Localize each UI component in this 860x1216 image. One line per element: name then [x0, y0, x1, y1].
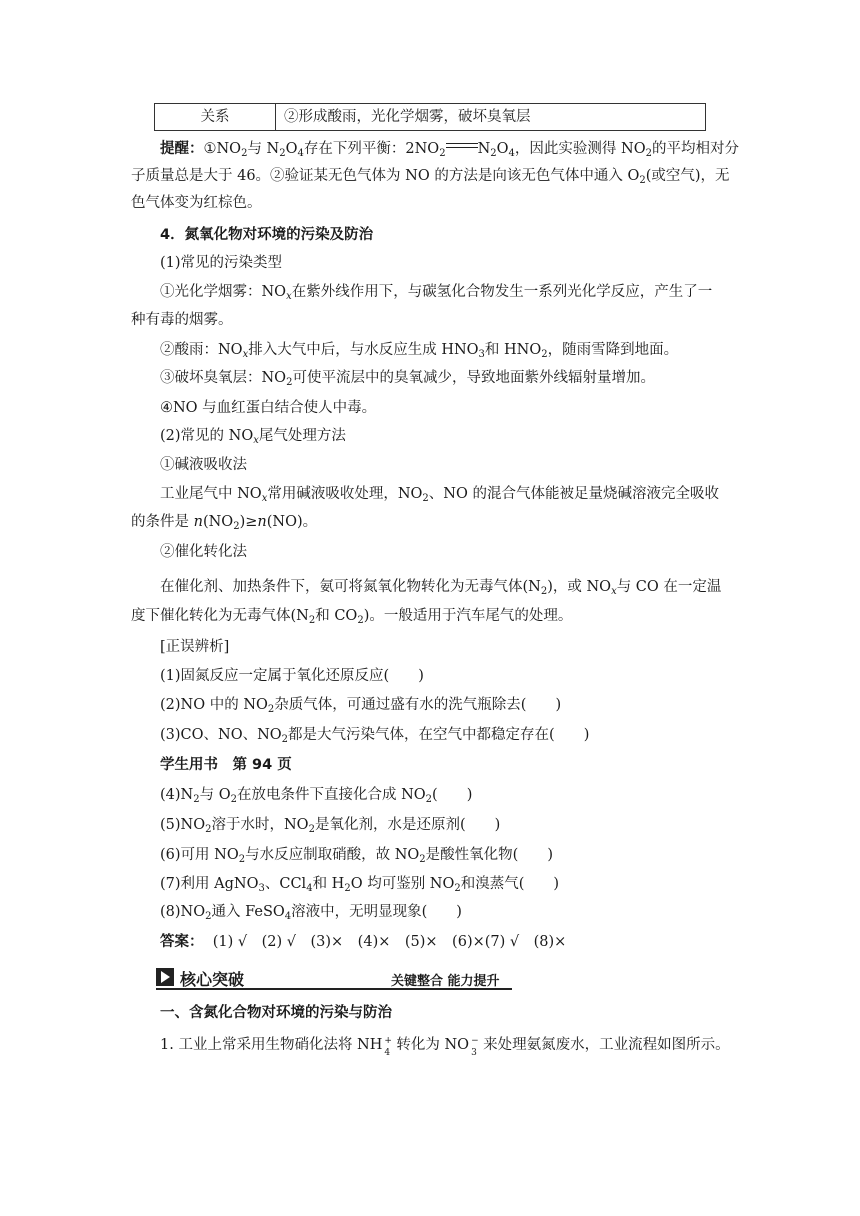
- judgment-item-4: $(4)N_2$与 $O_2$在放电条件下直接化合成 $NO_2$( ): [160, 787, 473, 805]
- method-1-heading: ①碱液吸收法: [160, 457, 247, 473]
- banner-subtitle: 关键整合 能力提升: [391, 974, 500, 989]
- judgment-item-7: (7)利用 AgNO$_3$、CCl$_4$和 $H_2O$ 均可鉴别 $NO_2$和溴蒸气( ): [160, 876, 560, 894]
- tip-line-1: 提醒：$①NO_2$与 $N_2O_4$存在下列平衡：$2NO_2$ $N_2O_4$，因此实验测得 $NO_2$的平均相对分: [160, 141, 739, 159]
- method-2-line-2: 度下催化转化为无毒气体($N_2$和 $CO_2$)。一般适用于汽车尾气的处理。: [131, 608, 573, 626]
- hemoglobin-line: ④NO 与血红蛋白结合使人中毒。: [160, 400, 377, 416]
- nitrate-charge: − 3: [471, 1036, 479, 1058]
- judgment-item-5: $(5)NO_2$溶于水时，$NO_2$是氧化剂，水是还原剂( ): [160, 817, 501, 835]
- judgment-item-1: (1)固氮反应一定属于氧化还原反应( ): [160, 668, 424, 684]
- ammonium-charge: + 4: [384, 1036, 392, 1058]
- tip-line-2: 子质量总是大于 46。②验证某无色气体为 NO 的方法是向该无色气体中通入 $O_2$(或空气)，无: [131, 168, 730, 186]
- judgment-item-2: (2)NO 中的 $NO_2$杂质气体，可通过盛有水的洗气瓶除去( ): [160, 697, 562, 715]
- answer-label: 答案：: [160, 934, 204, 950]
- core-breakthrough-banner: [156, 966, 512, 990]
- answer-line: [160, 932, 566, 952]
- section-4-subheading-1: (1)常见的污染类型: [160, 255, 283, 271]
- section-4-heading: 4．氮氧化物对环境的污染及防治: [160, 227, 374, 243]
- judgment-item-3: (3)CO、NO、$NO_2$都是大气污染气体，在空气中都稳定存在( ): [160, 727, 590, 745]
- table-label-cell: 关系: [155, 104, 276, 130]
- tip-label: 提醒：: [160, 141, 204, 157]
- equilibrium-arrow-icon: [446, 140, 478, 152]
- photochemical-smog-line-2: 种有毒的烟雾。: [131, 312, 233, 328]
- question-1-line: 1. 工业上常采用生物硝化法将 NH + 4 转化为 NO − 3 来处理氨氮废水，工业流程如图所示。: [160, 1036, 730, 1058]
- method-1-line-2: 的条件是 $n(NO_2)\ge n(NO)$。: [131, 514, 318, 532]
- banner-rule: [156, 988, 512, 990]
- table-content-cell: ②形成酸雨，光化学烟雾，破坏臭氧层: [284, 109, 531, 125]
- section-4-subheading-2: (2)常见的 $NO_x$尾气处理方法: [160, 428, 346, 446]
- relation-table-row: [154, 103, 706, 131]
- play-triangle-icon: [156, 968, 174, 986]
- judgment-item-6: (6)可用 $NO_2$与水反应制取硝酸，故 $NO_2$是酸性氧化物( ): [160, 847, 553, 865]
- photochemical-smog-line: ①光化学烟雾：$NO_x$在紫外线作用下，与碳氢化合物发生一系列光化学反应，产生了一: [160, 284, 713, 302]
- judgment-heading: [正误辨析]: [160, 639, 230, 655]
- answer-text: (1) √ (2) √ (3)× (4)× (5)× (6)×(7) √ (8)×: [212, 934, 567, 950]
- method-2-heading: ②催化转化法: [160, 544, 247, 560]
- banner-title: 核心突破: [180, 970, 245, 989]
- part-1-heading: 一、含氮化合物对环境的污染与防治: [160, 1005, 392, 1021]
- method-2-line-1: 在催化剂、加热条件下，氨可将氮氧化物转化为无毒气体$(N_2)$，或 $NO_x$与 CO 在一定温: [160, 579, 722, 597]
- acid-rain-line: ②酸雨：$NO_x$排入大气中后，与水反应生成 $HNO_3$和 $HNO_2$，随雨雪降到地面。: [160, 342, 679, 360]
- page-reference: 学生用书 第 94 页: [160, 757, 292, 773]
- tip-line-3: 色气体变为红棕色。: [131, 195, 262, 211]
- method-1-line-1: 工业尾气中 $NO_x$常用碱液吸收处理，$NO_2$、NO 的混合气体能被足量烧碱溶液完全吸收: [160, 486, 719, 504]
- judgment-item-8: $(8)NO_2$通入 FeSO$_4$溶液中，无明显现象( ): [160, 904, 462, 922]
- ozone-line: ③破坏臭氧层：$NO_2$可使平流层中的臭氧减少，导致地面紫外线辐射量增加。: [160, 370, 655, 388]
